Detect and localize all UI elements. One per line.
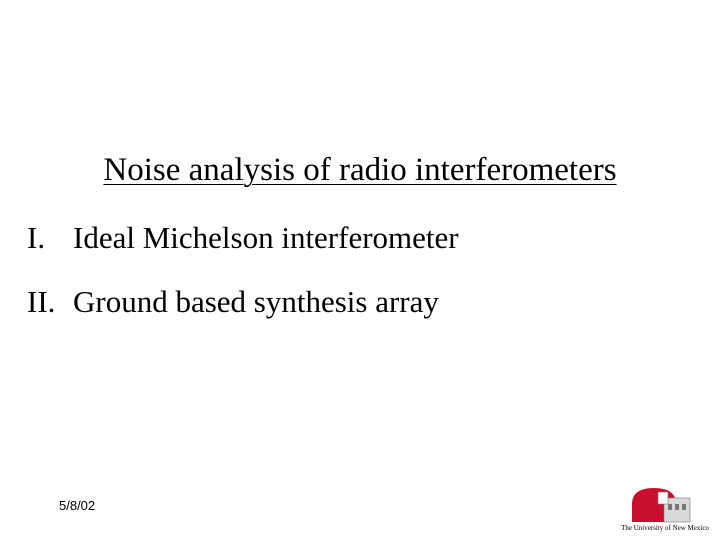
university-logo-icon	[612, 482, 718, 524]
list-item-number: II.	[27, 284, 56, 319]
slide-title: Noise analysis of radio interferometers	[103, 152, 617, 188]
list-item	[27, 218, 459, 258]
list-item-text: Ideal Michelson interferometer	[73, 220, 459, 255]
footer-date: 5/8/02	[59, 498, 96, 513]
list-item-text: Ground based synthesis array	[73, 284, 439, 319]
list-item-number: I.	[27, 220, 46, 255]
logo-caption: The University of New Mexico	[621, 524, 709, 532]
list-item	[27, 282, 439, 322]
university-logo	[612, 482, 718, 538]
